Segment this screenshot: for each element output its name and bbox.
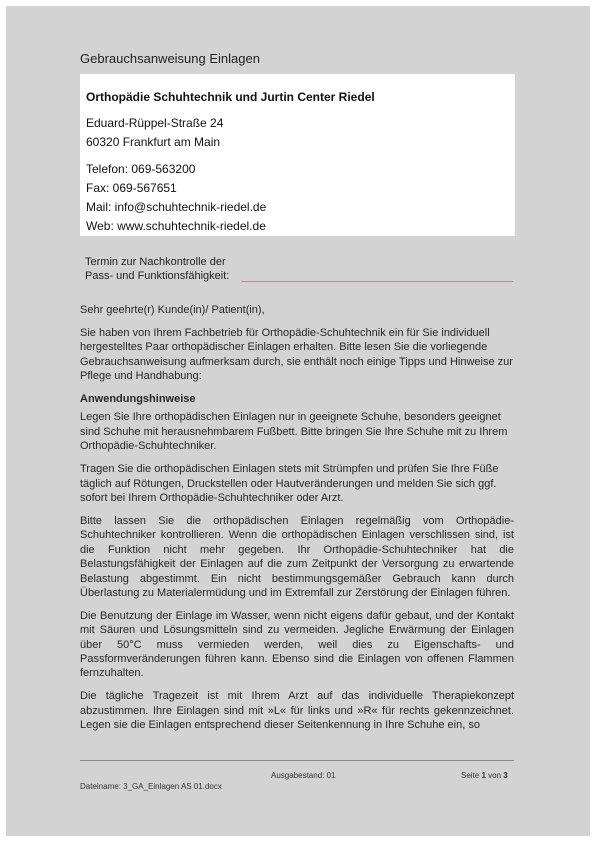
address-street: Eduard-Rüppel-Straße 24 [86,116,224,130]
contact-phone: Telefon: 069-563200 [86,162,196,176]
page-mid: von [488,771,502,780]
paragraph-inspection: Bitte lassen Sie die orthopädischen Einlagen regelmäßig vom Orthopädie-Schuhtechniker kontrollieren. Wenn die orthopädischen Einlagen verschlissen sind, ist die Funktion nicht mehr gegeben. Ihr Orthopädie-Schuhtechniker hat die Belastungsfähigkeit der Einlagen auf die zum Zeitpunkt der Versorgung zu erwartende Belastung abgestimmt. Ein nicht bestimmungsgemäßer Gebrauch kann durch Überlastung zu Materialermüdung und im Extremfall zur Zerstörung der Einlagen führen. [80,514,514,599]
section-heading: Anwendungshinweise [80,393,196,406]
footer-edition: Ausgabestand: 01 [271,771,336,780]
address-box [80,74,515,236]
page-total: 3 [503,771,508,780]
appointment-label [85,256,229,283]
document-body [80,303,514,741]
company-name: Orthopädie Schuhtechnik und Jurtin Center Riedel [86,90,375,104]
address-spacer [86,152,509,160]
paragraph-shoes: Legen Sie Ihre orthopädischen Einlagen nur in geeignete Schuhe, besonders geeignet sind Schuhe mit herausnehmbarem Fußbett. Bitte bringen Sie Ihre Schuhe mit zu Ihrem Orthopädie-Schuhtechniker. [80,411,508,453]
footer-filename: Dateiname: 3_GA_Einlagen AS 01.docx [80,782,222,791]
document-title: Gebrauchsanweisung Einlagen [80,51,260,66]
address-city: 60320 Frankfurt am Main [86,135,221,149]
footer-page-number [461,771,508,780]
page-current: 1 [481,771,486,780]
appointment-line-1: Termin zur Nachkontrolle der [85,256,226,268]
intro-paragraph: Sie haben von Ihrem Fachbetrieb für Orthopädie-Schuhtechnik ein für Sie individuell hergestelltes Paar orthopädischer Einlagen erhalten. Bitte lesen Sie die vorliegende Gebrauchsanweisung aufmerksam durch, sie enthält noch einige Tipps und Hinweise zur Pflege und Handhabung: [80,326,513,383]
appointment-line-2: Pass- und Funktionsfähigkeit: [85,269,230,282]
contact-web: Web: www.schuhtechnik-riedel.de [86,219,266,233]
contact-mail: Mail: info@schuhtechnik-riedel.de [86,200,267,214]
paragraph-water-heat: Die Benutzung der Einlage im Wasser, wenn nicht eigens dafür gebaut, und der Kontakt mit Säuren und Lösungsmitteln sind zu vermeiden. Jegliche Erwärmung der Einlagen über 50°C muss vermieden werden, weil dies zu Eigenschafts- und Passformveränderungen führen kann. Ebenso sind die Einlagen von offenen Flammen fernzuhalten. [80,609,514,680]
paragraph-socks: Tragen Sie die orthopädischen Einlagen stets mit Strümpfen und prüfen Sie Ihre Füße täglich auf Rötungen, Druckstellen oder Hautveränderungen und melden Sie sich ggf. sofort bei Ihrem Orthopädie-Schuhtechniker oder Arzt. [80,463,499,504]
footer-divider [80,760,514,761]
page-prefix: Seite [461,771,480,780]
paragraph-wear-time: Die tägliche Tragezeit ist mit Ihrem Arzt auf das individuelle Therapiekonzept abzustimmen. Ihre Einlagen sind mit »L« für links und »R« für rechts gekennzeichnet. Legen sie die Einlagen entsprechend dieser Seitenkennung in Ihre Schuhe ein, so [80,690,514,732]
contact-fax: Fax: 069-567651 [86,181,177,195]
salutation: Sehr geehrte(r) Kunde(in)/ Patient(in), [80,304,265,316]
appointment-entry-line [241,281,513,282]
